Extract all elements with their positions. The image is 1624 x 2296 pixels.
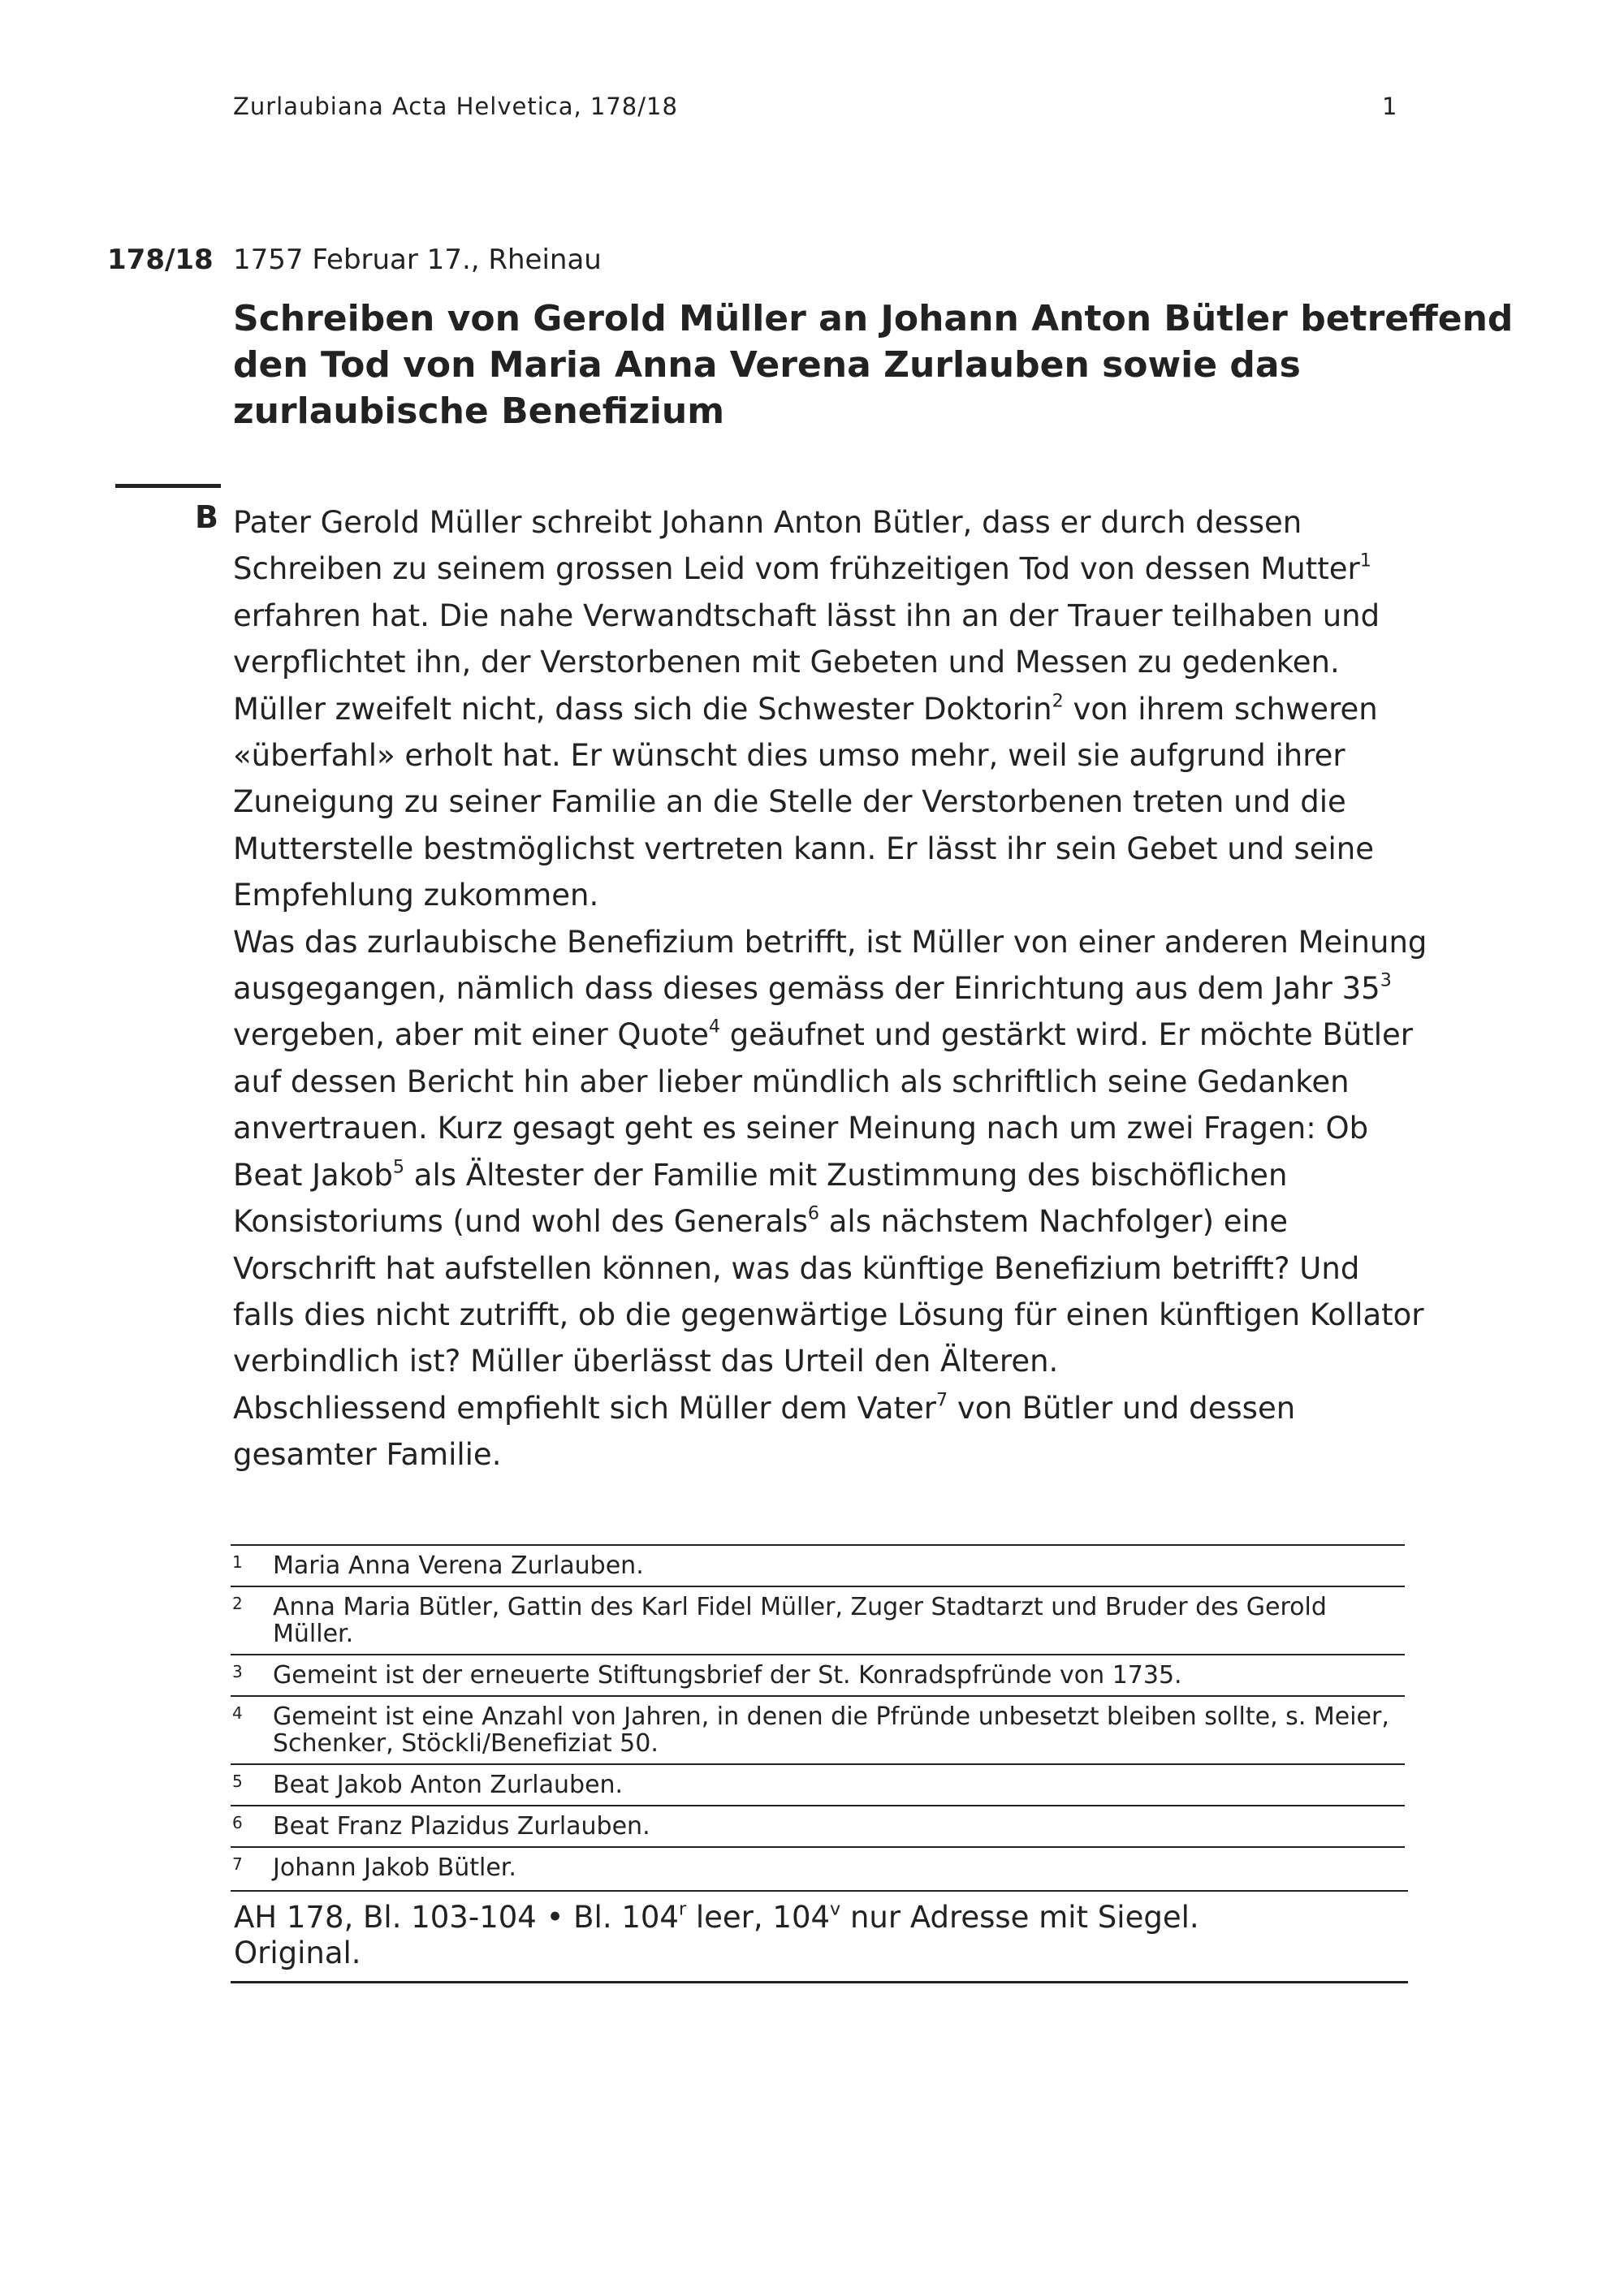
footnote-text: Gemeint ist eine Anzahl von Jahren, in denen die Pfründe unbesetzt bleiben sollte, s. Meier, Schenker, Stöckli/Benefiziat 50. [273,1703,1389,1758]
summary-line: Müller zweifelt nicht, dass sich die Schwester Doktorin$^2$ von ihrem schweren [233,690,1378,727]
summary-line: Konsistoriums (und wohl des Generals$^6$ als nächstem Nachfolger) eine [233,1202,1289,1240]
footnote-text: Beat Jakob Anton Zurlauben. [273,1771,624,1799]
footnote [231,1695,1405,1763]
recto-marker: r [678,1898,687,1920]
summary-line: Abschliessend empfiehlt sich Müller dem Vater$^7$ von Bütler und dessen [233,1389,1296,1426]
title-line: den Tod von Maria Anna Verena Zurlauben sowie das [233,344,1301,386]
document-date-place: 1757 Februar 17., Rheinau [233,244,602,276]
verso-marker: v [830,1898,841,1920]
summary-line: Zuneigung zu seiner Familie an die Stelle der Verstorbenen treten und die [233,784,1346,820]
document-title [233,296,1514,434]
document-number: 178/18 [107,244,214,276]
footnote [231,1654,1405,1695]
summary-line: vergeben, aber mit einer Quote$^4$ geäufnet und gestärkt wird. Er möchte Bütler [233,1016,1414,1053]
summary-line: Vorschrift hat aufstellen können, was das künftige Benefizium betrifft? Und [233,1250,1360,1286]
summary-line: gesamter Familie. [233,1437,502,1473]
footnote-text: Gemeint ist der erneuerte Stiftungsbrief der St. Konradspfründe von 1735. [273,1661,1182,1690]
summary-line: erfahren hat. Die nahe Verwandtschaft lässt ihn an der Trauer teilhaben und [233,598,1380,633]
source-line: AH 178, Bl. 103-104 • Bl. 104$^r$ leer, 104$^v$ nur Adresse mit Siegel. [234,1898,1199,1935]
footnote-marker: 1 [232,1552,243,1572]
footnote-text: Anna Maria Bütler, Gattin des Karl Fidel Müller, Zuger Stadtarzt und Bruder des Gerold Müller. [273,1593,1327,1648]
summary-line: Was das zurlaubische Benefizium betrifft, ist Müller von einer anderen Meinung [233,924,1427,960]
footnote-text: Johann Jakob Bütler. [273,1854,516,1882]
summary-line: verbindlich ist? Müller überlässt das Urteil den Älteren. [233,1344,1059,1379]
summary-line: Mutterstelle bestmöglichst vertreten kann. Er lässt ihr sein Gebet und seine [233,831,1374,866]
footnote [231,1846,1405,1888]
summary-text [233,499,1427,1478]
footnote-ref: 3 [1380,969,1392,991]
summary-line: falls dies nicht zutrifft, ob die gegenwärtige Lösung für einen künftigen Kollator [233,1297,1424,1332]
summary-line: Beat Jakob$^5$ als Ältester der Familie mit Zustimmung des bischöflichen [233,1156,1288,1193]
section-sigil: B [195,499,218,535]
footnote [231,1544,1405,1586]
footnote-marker: 2 [232,1594,243,1613]
summary-line: Schreiben zu seinem grossen Leid vom frühzeitigen Tod von dessen Mutter$^1$ [233,550,1371,587]
footnote-ref: 2 [1052,690,1064,712]
footnote-ref: 7 [936,1389,948,1411]
footnote-marker: 6 [232,1813,243,1832]
footnote-marker: 5 [232,1772,243,1791]
source-type: Original. [234,1936,361,1970]
footnote-marker: 3 [232,1662,243,1681]
footnote [231,1763,1405,1805]
footnote-text: Maria Anna Verena Zurlauben. [273,1552,644,1580]
footnote-ref: 6 [807,1202,819,1224]
running-header: Zurlaubiana Acta Helvetica, 178/18 [233,93,678,120]
footnote-ref: 1 [1359,550,1371,572]
footnote-ref: 5 [392,1156,405,1178]
summary-line: ausgegangen, nämlich dass dieses gemäss der Einrichtung aus dem Jahr $35^3$ [233,969,1392,1007]
summary-line: Pater Gerold Müller schreibt Johann Anton Bütler, dass er durch dessen [233,505,1302,540]
footnotes [231,1544,1405,1888]
source-reference [231,1890,1408,1983]
footnote-ref: 4 [708,1016,721,1038]
footnote [231,1586,1405,1654]
footnote-text: Beat Franz Plazidus Zurlauben. [273,1812,650,1841]
margin-rule [115,484,221,488]
footnote [231,1805,1405,1846]
summary-line: verpflichtet ihn, der Verstorbenen mit Gebeten und Messen zu gedenken. [233,645,1340,680]
title-line: zurlaubische Benefizium [233,391,725,432]
summary-line: anvertrauen. Kurz gesagt geht es seiner Meinung nach um zwei Fragen: Ob [233,1111,1369,1146]
summary-line: «überfahl» erholt hat. Er wünscht dies umso mehr, weil sie aufgrund ihrer [233,738,1345,774]
page-number: 1 [1382,93,1397,120]
summary-line: Empfehlung zukommen. [233,878,599,913]
footnote-marker: 7 [232,1854,243,1874]
title-line: Schreiben von Gerold Müller an Johann Anton Bütler betreffend [233,298,1514,339]
summary-line: auf dessen Bericht hin aber lieber mündlich als schriftlich seine Gedanken [233,1064,1350,1099]
footnote-marker: 4 [232,1703,243,1723]
